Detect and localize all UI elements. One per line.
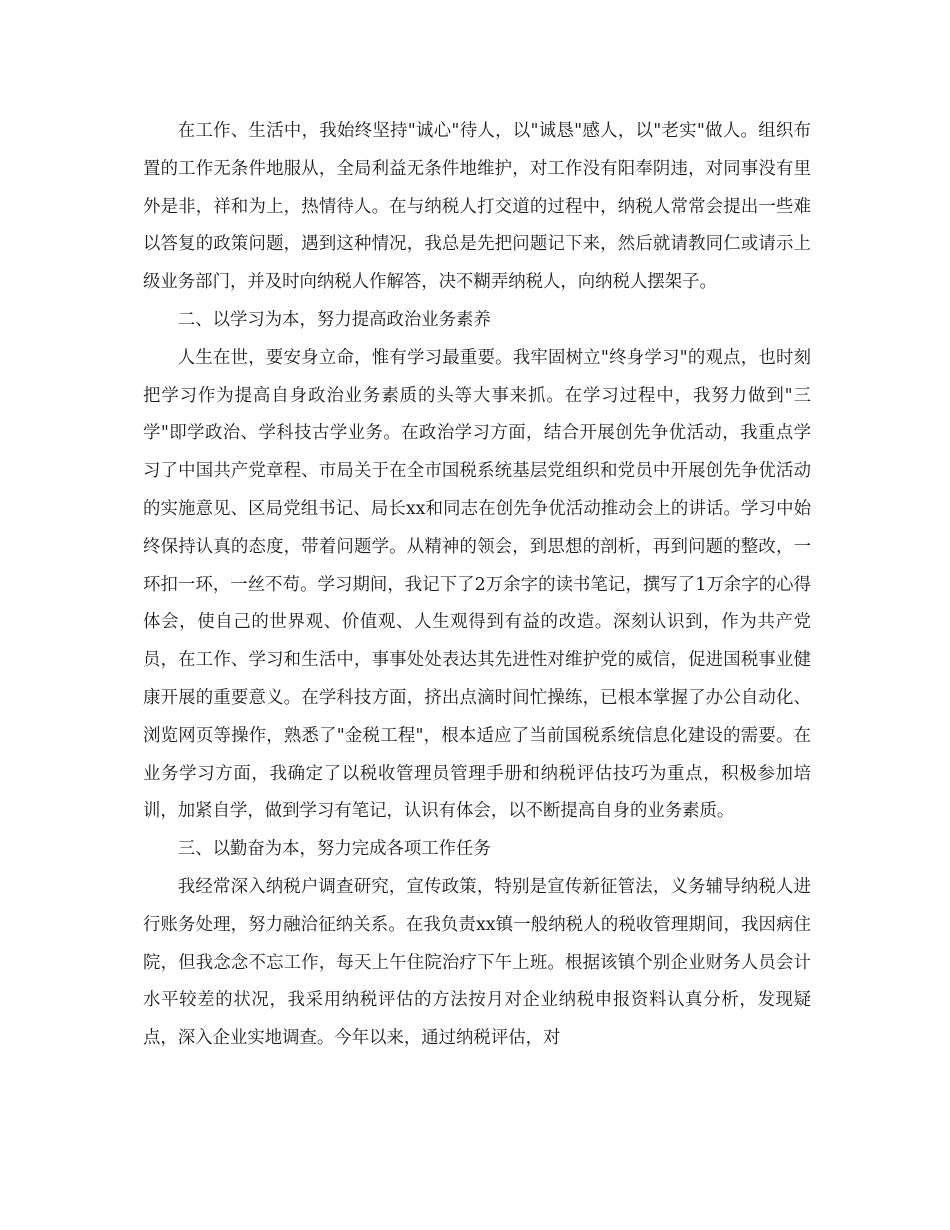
- paragraph-diligence: 我经常深入纳税户调查研究，宣传政策，特别是宣传新征管法，义务辅导纳税人进行账务处理，努力融洽征纳关系。在我负责xx镇一般纳税人的税收管理期间，我因病住院，但我念念不忘工作，每天上午住院治疗下午上班。根据该镇个别企业财务人员会计水平较差的状况，我采用纳税评估的方法按月对企业纳税申报资料认真分析，发现疑点，深入企业实地调查。今年以来，通过纳税评估，对: [143, 876, 811, 1049]
- document-body: [143, 113, 811, 1058]
- paragraph-integrity: 在工作、生活中，我始终坚持"诚心"待人，以"诚恳"感人，以"老实"做人。组织布置的工作无条件地服从，全局利益无条件地维护，对工作没有阳奉阴违，对同事没有里外是非，祥和为上，热情待人。在与纳税人打交道的过程中，纳税人常常会提出一些难以答复的政策问题，遇到这种情况，我总是先把问题记下来，然后就请教同仁或请示上级业务部门，并及时向纳税人作解答，决不糊弄纳税人，向纳税人摆架子。: [143, 121, 811, 293]
- paragraph-study: 人生在世，要安身立命，惟有学习最重要。我牢固树立"终身学习"的观点，也时刻把学习作为提高自身政治业务素质的头等大事来抓。在学习过程中，我努力做到"三学"即学政治、学科技古学业务。在政治学习方面，结合开展创先争优活动，我重点学习了中国共产党章程、市局关于在全市国税系统基层党组织和党员中开展创先争优活动的实施意见、区局党组书记、局长xx和同志在创先争优活动推动会上的讲话。学习中始终保持认真的态度，带着问题学。从精神的领会，到思想的剖析，再到问题的整改，一环扣一环，一丝不苟。学习期间，我记下了2万余字的读书笔记，撰写了1万余字的心得体会，使自己的世界观、价值观、人生观得到有益的改造。深刻认识到，作为共产党员，在工作、学习和生活中，事事处处表达其先进性对维护党的威信，促进国税事业健康开展的重要意义。在学科技方面，挤出点滴时间忙操练，已根本掌握了办公自动化、浏览网页等操作，熟悉了"金税工程"，根本适应了当前国税系统信息化建设的需要。在业务学习方面，我确定了以税收管理员管理手册和纳税评估技巧为重点，积极参加培训，加紧自学，做到学习有笔记，认识有体会，以不断提高自身的业务素质。: [143, 347, 811, 822]
- section-heading-diligence: 三、以勤奋为本，努力完成各项工作任务: [177, 839, 491, 860]
- section-heading-study: 二、以学习为本，努力提高政治业务素养: [177, 309, 491, 330]
